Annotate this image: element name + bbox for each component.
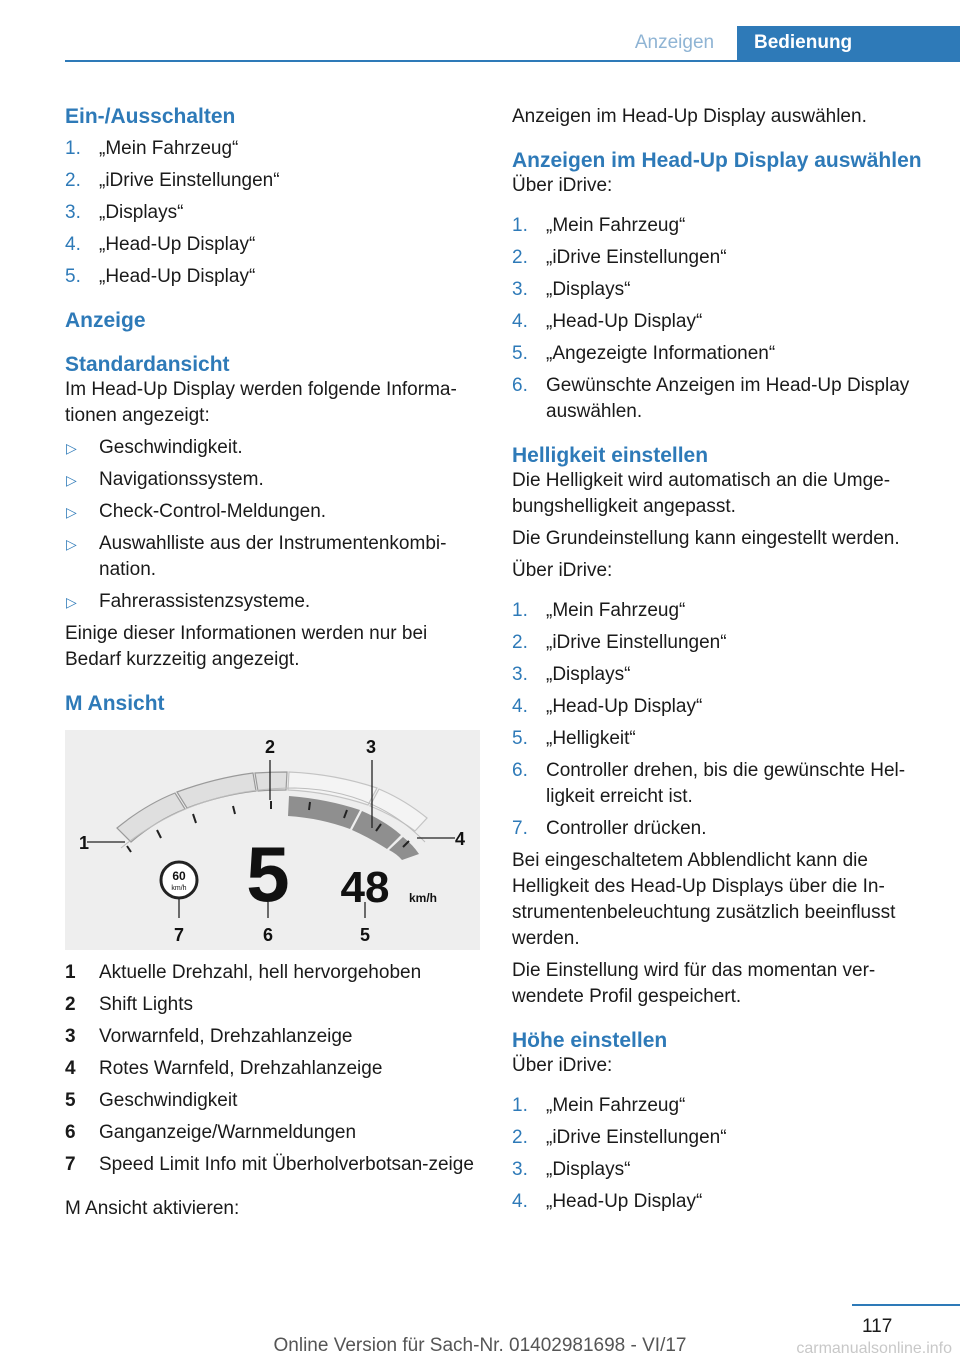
- list-item: 2. „iDrive Einstellungen“: [512, 632, 727, 653]
- section-tab: Anzeigen: [634, 32, 715, 53]
- hud-m-view-figure: [65, 730, 480, 950]
- list-item: 6. Gewünschte Anzeigen im Head-Up Display auswählen.: [512, 375, 910, 422]
- brightness-p2: Die Grundeinstellung kann eingestellt werden.: [512, 528, 900, 549]
- list-item: 1. „Mein Fahrzeug“: [512, 1095, 686, 1116]
- header-rule: [65, 60, 960, 62]
- standard-note: Einige dieser Informationen werden nur bei Bedarf kurzzeitig angezeigt.: [65, 623, 428, 670]
- rev-segment-light: [117, 793, 185, 842]
- list-item: 4. „Head-Up Display“: [512, 1191, 703, 1212]
- callout-3: 3: [366, 737, 377, 757]
- brightness-p3: Bei eingeschaltetem Abblendlicht kann die Helligkeit des Head-Up Displays über die In-strumentenbeleuchtung zusätzlich beeinflusst werden.: [512, 850, 896, 949]
- standard-bullets: [65, 435, 480, 615]
- list-item: 5. „Head-Up Display“: [65, 266, 256, 287]
- right-column: [512, 104, 932, 1215]
- hud-diagram: [65, 730, 480, 950]
- list-item: 5. „Helligkeit“: [512, 728, 636, 749]
- select-steps: [512, 213, 932, 425]
- list-item: 3. „Displays“: [512, 279, 631, 300]
- m-ansicht-activate: M Ansicht aktivieren:: [65, 1198, 240, 1219]
- list-item: ▷ Geschwindigkeit.: [66, 437, 243, 458]
- list-item: 2. „iDrive Einstellungen“: [512, 247, 727, 268]
- callout-4: 4: [455, 829, 466, 849]
- list-item: ▷ Check-Control-Meldungen.: [66, 501, 327, 522]
- ein-aus-steps: [65, 136, 480, 290]
- list-item: 5. „Angezeigte Informationen“: [512, 343, 776, 364]
- list-item: 1. „Mein Fahrzeug“: [512, 215, 686, 236]
- legend-item: 5 Geschwindigkeit: [65, 1090, 238, 1111]
- height-steps: [512, 1093, 932, 1215]
- list-item: 4. „Head-Up Display“: [65, 234, 256, 255]
- heading-helligkeit: Helligkeit einstellen: [512, 444, 709, 467]
- list-item: 1. „Mein Fahrzeug“: [65, 138, 239, 159]
- list-item: ▷ Fahrerassistenzsysteme.: [66, 591, 311, 612]
- speed-limit-unit: km/h: [171, 885, 187, 892]
- heading-standardansicht: Standardansicht: [65, 353, 230, 376]
- callout-7: 7: [174, 925, 185, 945]
- heading-m-ansicht: M Ansicht: [65, 692, 165, 715]
- callout-1: 1: [79, 833, 90, 853]
- legend-item: 3 Vorwarnfeld, Drehzahlanzeige: [65, 1026, 353, 1047]
- heading-ein-ausschalten: Ein-/Ausschalten: [65, 105, 236, 128]
- list-item: 2. „iDrive Einstellungen“: [512, 1127, 727, 1148]
- list-item: ▷ Auswahlliste aus der Instrumentenkombi-nation.: [66, 533, 447, 580]
- brightness-p1: Die Helligkeit wird automatisch an die Umge-bungshelligkeit angepasst.: [512, 470, 891, 517]
- list-item: 2. „iDrive Einstellungen“: [65, 170, 280, 191]
- legend-item: 1 Aktuelle Drehzahl, hell hervorgehoben: [65, 962, 422, 983]
- page-number: 117: [862, 1316, 893, 1337]
- list-item: 3. „Displays“: [512, 1159, 631, 1180]
- heading-hoehe: Höhe einstellen: [512, 1029, 668, 1052]
- standard-intro: Im Head-Up Display werden folgende Informa-tionen angezeigt:: [65, 379, 457, 426]
- brightness-via: Über iDrive:: [512, 560, 613, 581]
- list-item: ▷ Navigationssystem.: [66, 469, 264, 490]
- list-item: 3. „Displays“: [65, 202, 184, 223]
- list-item: 6. Controller drehen, bis die gewünschte Hel-ligkeit erreicht ist.: [512, 760, 906, 807]
- callout-5: 5: [360, 925, 371, 945]
- online-version-note: Online Version für Sach-Nr. 01402981698 - VI/17: [273, 1335, 687, 1356]
- list-item: 7. Controller drücken.: [512, 818, 707, 839]
- speed-unit: km/h: [409, 891, 438, 905]
- gear-indicator: 5: [246, 830, 290, 918]
- heading-anzeige: Anzeige: [65, 309, 146, 332]
- intro-text: Anzeigen im Head-Up Display auswählen.: [512, 106, 867, 127]
- figure-legend: [65, 960, 480, 1178]
- height-via: Über iDrive:: [512, 1055, 613, 1076]
- heading-anzeigen-auswaehlen: Anzeigen im Head-Up Display auswählen: [512, 149, 922, 172]
- list-item: 1. „Mein Fahrzeug“: [512, 600, 686, 621]
- brightness-steps: [512, 598, 932, 842]
- legend-item: 4 Rotes Warnfeld, Drehzahlanzeige: [65, 1058, 383, 1079]
- legend-item: 7 Speed Limit Info mit Überholverbotsan-zeige: [65, 1154, 474, 1175]
- prewarn-segment: [288, 796, 360, 829]
- select-via: Über iDrive:: [512, 175, 613, 196]
- brightness-p4: Die Einstellung wird für das momentan ver-wendete Profil gespeichert.: [512, 960, 876, 1007]
- legend-item: 6 Ganganzeige/Warnmeldungen: [65, 1122, 357, 1143]
- watermark: carmanualsonline.info: [796, 1340, 952, 1357]
- chapter-tab: Bedienung: [737, 26, 960, 62]
- callout-6: 6: [263, 925, 274, 945]
- list-item: 4. „Head-Up Display“: [512, 311, 703, 332]
- footer-rule: [852, 1304, 960, 1306]
- speed-limit-value: 60: [172, 869, 186, 883]
- callout-2: 2: [265, 737, 276, 757]
- legend-item: 2 Shift Lights: [65, 994, 193, 1015]
- left-column: [65, 104, 480, 1222]
- rev-segment-light: [177, 773, 256, 808]
- list-item: 3. „Displays“: [512, 664, 631, 685]
- list-item: 4. „Head-Up Display“: [512, 696, 703, 717]
- speed-value: 48: [340, 863, 390, 912]
